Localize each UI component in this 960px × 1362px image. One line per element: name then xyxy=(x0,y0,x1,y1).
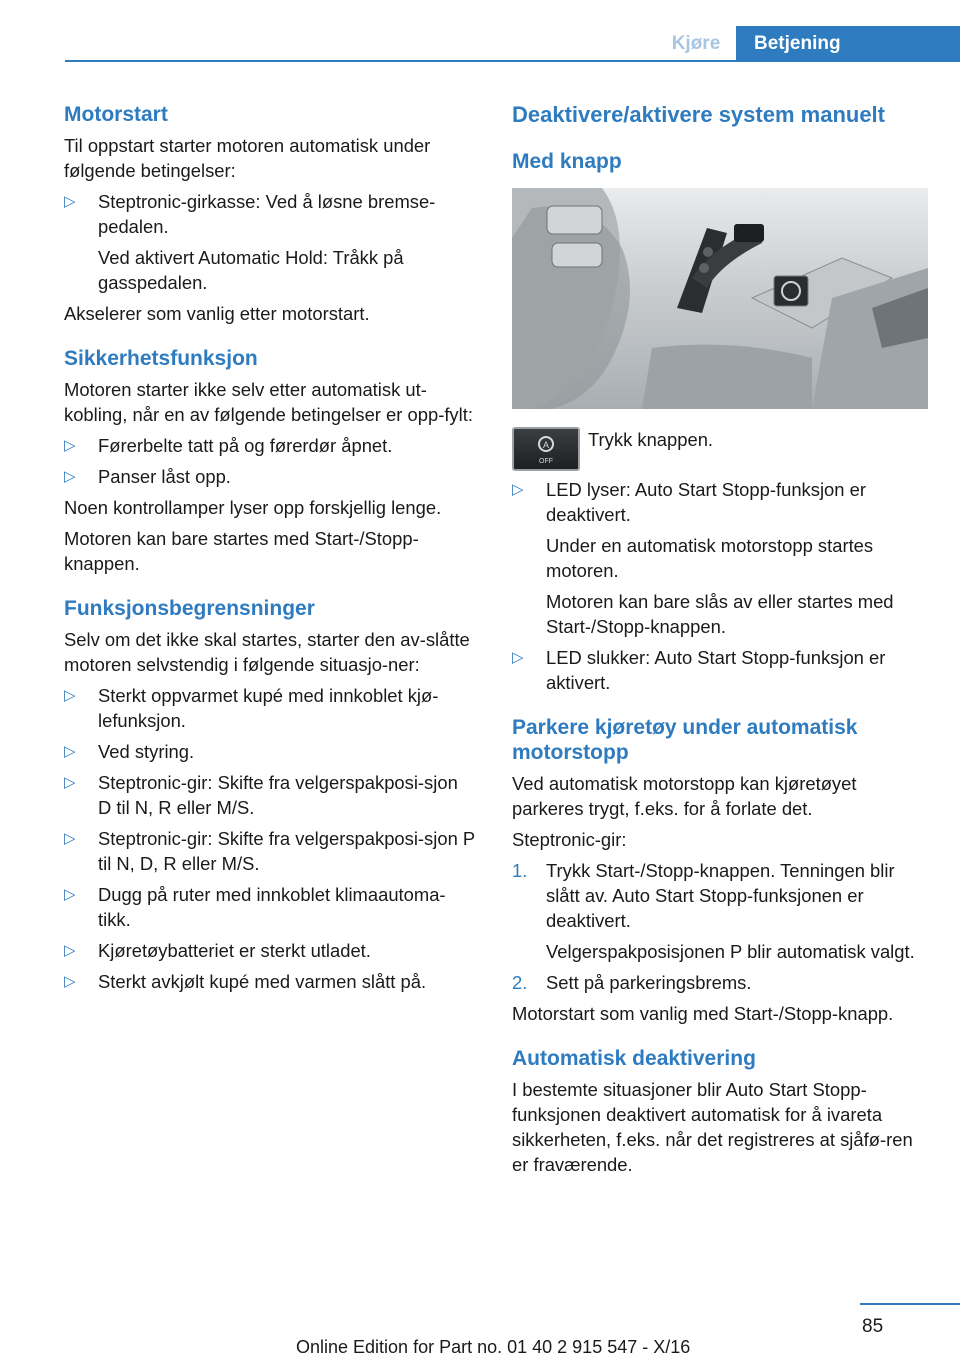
button-caption: Trykk knappen. xyxy=(588,429,714,450)
edition-footer: Online Edition for Part no. 01 40 2 915 547 - X/16 xyxy=(296,1337,691,1357)
right-column xyxy=(512,102,932,1177)
list-item xyxy=(64,770,476,820)
step-number: 2. xyxy=(512,972,528,993)
parkere-after: Motorstart som vanlig med Start-/Stopp-knapp. xyxy=(512,1003,894,1024)
step-text: Trykk Start-/Stopp-knappen. Tenningen blir slått av. Auto Start Stopp-funksjonen er deaktivert. xyxy=(546,860,895,931)
numbered-step xyxy=(512,858,932,964)
svg-text:A: A xyxy=(542,440,550,450)
list-item-text: LED slukker: Auto Start Stopp-funksjon er aktivert. xyxy=(546,647,886,693)
step-number: 1. xyxy=(512,860,528,881)
manual-title: Deaktivere/aktivere system manuelt xyxy=(512,102,885,127)
list-item xyxy=(64,739,476,764)
sikkerhet-note-2: Motoren kan bare startes med Start-/Stopp-knappen. xyxy=(64,528,419,574)
auto-start-stop-button-icon[interactable] xyxy=(512,427,580,471)
parkere-title: Parkere kjøretøy under automatisk motorstopp xyxy=(512,716,858,764)
list-item-note: Under en automatisk motorstopp startes motoren. xyxy=(546,535,874,581)
list-item-text: Ved styring. xyxy=(98,741,195,762)
list-item xyxy=(64,433,476,458)
steering-wheel-illustration xyxy=(512,188,928,409)
parkere-intro: Ved automatisk motorstopp kan kjøretøyet parkeres trygt, f.eks. for å forlate det. xyxy=(512,773,857,819)
list-item-text: Steptronic-girkasse: Ved å løsne bremse-pedalen. xyxy=(98,191,436,237)
list-item-text: Panser låst opp. xyxy=(98,466,231,487)
triangle-bullet-icon: ▷ xyxy=(64,830,76,847)
list-item-text: Sterkt avkjølt kupé med varmen slått på. xyxy=(98,971,427,992)
steering-wheel-icon xyxy=(512,188,928,409)
list-item-note: Ved aktivert Automatic Hold: Tråkk på gasspedalen. xyxy=(98,247,404,293)
auto-title: Automatisk deaktivering xyxy=(512,1047,756,1070)
motorstart-title: Motorstart xyxy=(64,103,168,126)
step-text: Sett på parkeringsbrems. xyxy=(546,972,752,993)
list-item-text: Steptronic-gir: Skifte fra velgerspakposi-sjon P til N, D, R eller M/S. xyxy=(98,828,475,874)
begrensninger-intro: Selv om det ikke skal startes, starter den av-slåtte motoren selvstendig i følgende situasjo-ner: xyxy=(64,629,470,675)
footer-rule xyxy=(860,1303,960,1305)
left-column xyxy=(64,102,476,994)
triangle-bullet-icon: ▷ xyxy=(64,193,76,210)
step-note: Velgerspakposisjonen P blir automatisk valgt. xyxy=(546,941,915,962)
triangle-bullet-icon: ▷ xyxy=(64,687,76,704)
list-item xyxy=(512,477,932,639)
parkere-gear: Steptronic-gir: xyxy=(512,829,627,850)
triangle-bullet-icon: ▷ xyxy=(512,481,524,498)
sikkerhet-note-1: Noen kontrollamper lyser opp forskjellig lenge. xyxy=(64,497,442,518)
triangle-bullet-icon: ▷ xyxy=(64,942,76,959)
motorstart-after: Akselerer som vanlig etter motorstart. xyxy=(64,303,370,324)
svg-text:OFF: OFF xyxy=(539,458,553,465)
list-item xyxy=(64,969,476,994)
list-item xyxy=(64,189,476,295)
tab-kjore[interactable]: Kjøre xyxy=(671,33,721,54)
button-caption-row xyxy=(512,427,932,477)
list-item xyxy=(64,882,476,932)
list-item-text: LED lyser: Auto Start Stopp-funksjon er deaktivert. xyxy=(546,479,866,525)
triangle-bullet-icon: ▷ xyxy=(64,743,76,760)
triangle-bullet-icon: ▷ xyxy=(64,973,76,990)
list-item xyxy=(64,826,476,876)
triangle-bullet-icon: ▷ xyxy=(64,774,76,791)
motorstart-intro: Til oppstart starter motoren automatisk under følgende betingelser: xyxy=(64,135,431,181)
numbered-step xyxy=(512,970,932,995)
triangle-bullet-icon: ▷ xyxy=(512,649,524,666)
list-item xyxy=(64,683,476,733)
list-item-text: Dugg på ruter med innkoblet klimaautoma-tikk. xyxy=(98,884,446,930)
list-item-text: Kjøretøybatteriet er sterkt utladet. xyxy=(98,940,371,961)
list-item-text: Førerbelte tatt på og førerdør åpnet. xyxy=(98,435,393,456)
auto-text: I bestemte situasjoner blir Auto Start Stopp-funksjonen deaktivert automatisk for å ivareta sikkerheten, f.eks. når det registreres at sjåfø-ren er fraværende. xyxy=(512,1079,913,1175)
triangle-bullet-icon: ▷ xyxy=(64,468,76,485)
sikkerhet-intro: Motoren starter ikke selv etter automatisk ut-kobling, når en av følgende betingelser er opp-fylt: xyxy=(64,379,473,425)
list-item-text: Steptronic-gir: Skifte fra velgerspakposi-sjon D til N, R eller M/S. xyxy=(98,772,458,818)
list-item-text: Sterkt oppvarmet kupé med innkoblet kjø-lefunksjon. xyxy=(98,685,439,731)
list-item xyxy=(512,645,932,695)
manual-subtitle: Med knapp xyxy=(512,150,622,173)
list-item-note: Motoren kan bare slås av eller startes med Start-/Stopp-knappen. xyxy=(546,591,894,637)
page-number: 85 xyxy=(862,1316,884,1337)
tab-betjening[interactable]: Betjening xyxy=(736,26,960,62)
list-item xyxy=(64,938,476,963)
triangle-bullet-icon: ▷ xyxy=(64,886,76,903)
triangle-bullet-icon: ▷ xyxy=(64,437,76,454)
sikkerhet-title: Sikkerhetsfunksjon xyxy=(64,347,258,370)
begrensninger-title: Funksjonsbegrensninger xyxy=(64,597,315,620)
list-item xyxy=(64,464,476,489)
